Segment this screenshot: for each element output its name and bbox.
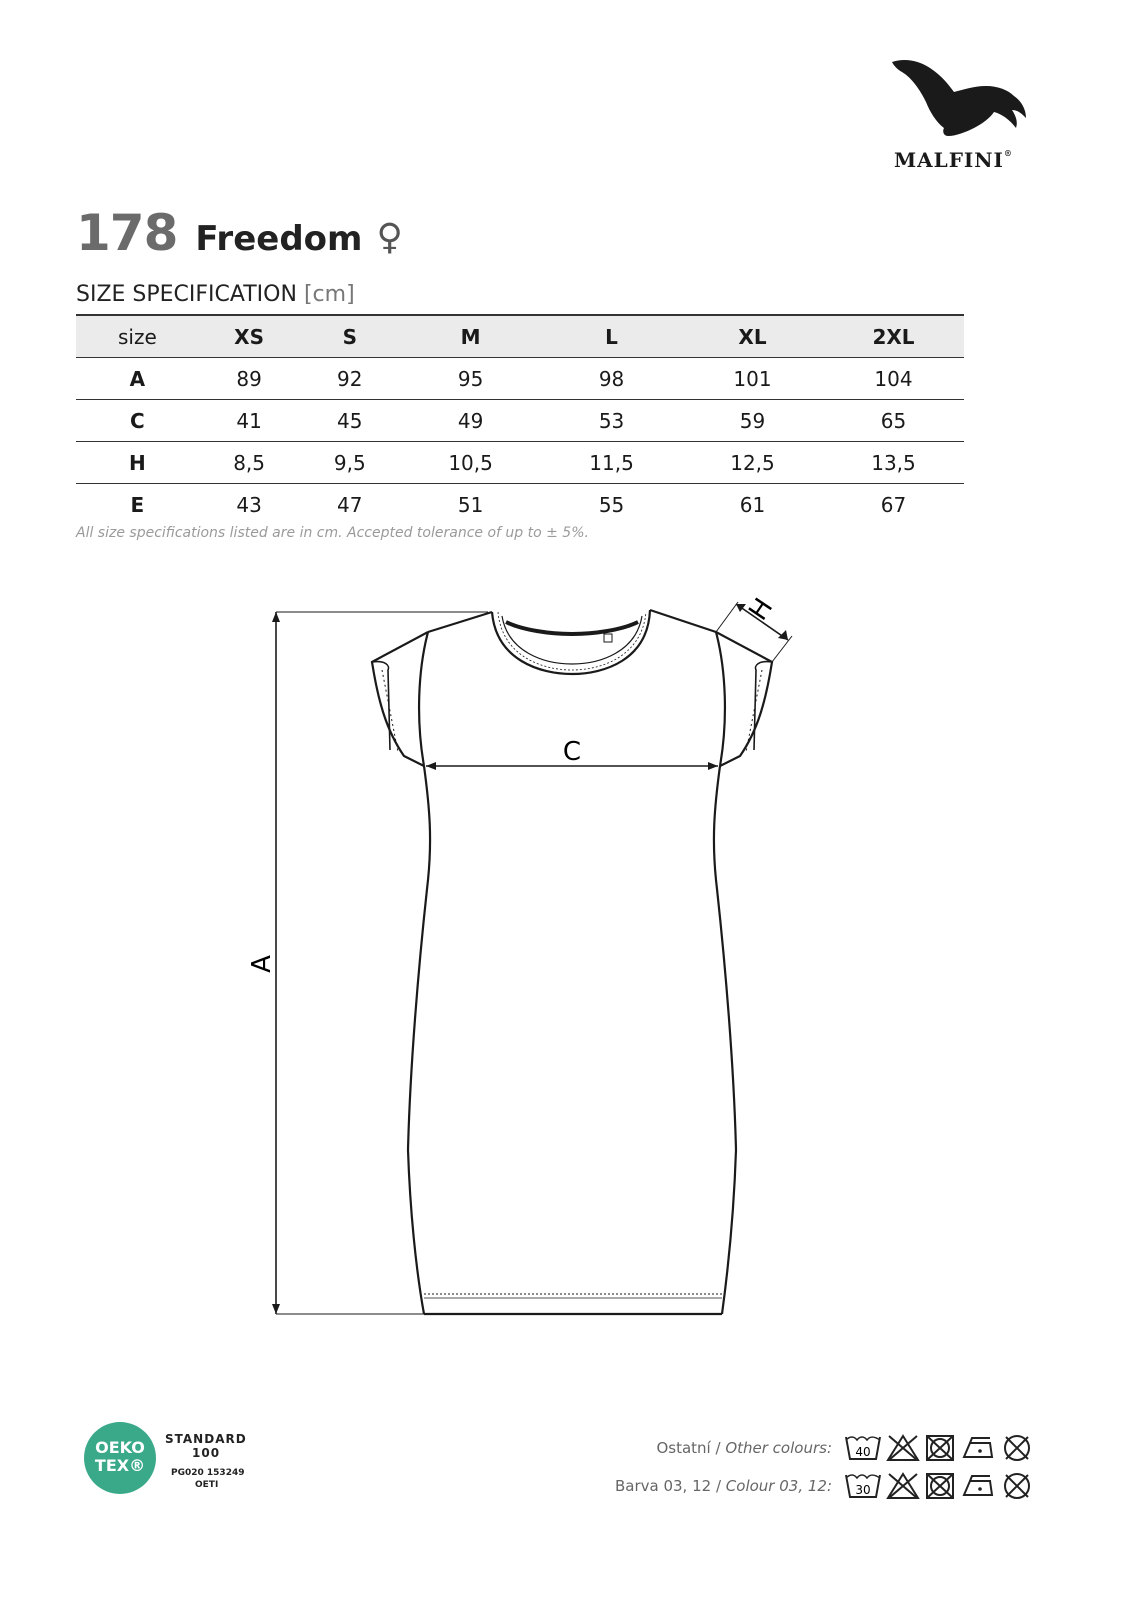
- table-cell: 61: [739, 492, 766, 517]
- wash-40-icon: [844, 1433, 882, 1463]
- column-header: XS: [199, 315, 300, 358]
- row-label: E: [130, 492, 145, 517]
- oeko-institute: OETI: [195, 1480, 219, 1490]
- oeko-standard-number: 100: [192, 1446, 221, 1460]
- table-header-row: [76, 315, 964, 358]
- table-cell: 95: [400, 358, 541, 400]
- row-label: H: [76, 442, 199, 484]
- table-cell: 41: [199, 400, 300, 442]
- table-row: [76, 400, 964, 442]
- no-tumble-dry-icon: [924, 1433, 956, 1463]
- table-row: [76, 442, 964, 484]
- wash-30-icon: [844, 1471, 882, 1501]
- care-label: Ostatní / Other colours:: [656, 1439, 832, 1457]
- product-title: [76, 188, 403, 262]
- table-cell: 11,5: [541, 442, 682, 484]
- no-dry-clean-icon: [1000, 1433, 1034, 1463]
- spec-heading: SIZE SPECIFICATION [cm]: [76, 282, 355, 307]
- product-code: 178: [76, 204, 178, 262]
- table-cell: 98: [541, 358, 682, 400]
- product-name: Freedom: [195, 219, 363, 259]
- table-cell: 43: [236, 492, 262, 517]
- no-tumble-dry-icon: [924, 1471, 956, 1501]
- dimension-label-a: A: [247, 955, 277, 973]
- table-cell: 12,5: [682, 442, 823, 484]
- wash-temp: 40: [855, 1445, 871, 1459]
- column-header: M: [400, 315, 541, 358]
- female-symbol-icon: ♀: [376, 217, 403, 258]
- dimension-label-c: C: [562, 737, 582, 767]
- care-label: Barva 03, 12 / Colour 03, 12:: [614, 1477, 832, 1495]
- table-cell: 89: [199, 358, 300, 400]
- brand-name: MALFINI®: [894, 148, 1013, 172]
- row-label: C: [76, 400, 199, 442]
- care-row-other-colours: [560, 1432, 1038, 1464]
- oeko-tex-logo: [84, 1422, 156, 1494]
- table-cell: 45: [299, 400, 400, 442]
- size-table: [76, 314, 964, 525]
- column-header: size: [76, 315, 199, 358]
- dimension-c: [426, 737, 718, 770]
- column-header: L: [541, 315, 682, 358]
- care-row-colour-03-12: [560, 1470, 1038, 1502]
- column-header: S: [299, 315, 400, 358]
- table-cell: 92: [299, 358, 400, 400]
- oeko-logo-line2: TEX®: [94, 1456, 146, 1475]
- table-cell: 101: [682, 358, 823, 400]
- wash-temp: 30: [855, 1483, 871, 1497]
- eagle-icon: [890, 56, 1040, 146]
- dress-technical-drawing: [240, 590, 840, 1330]
- column-header: XL: [682, 315, 823, 358]
- table-cell: 13,5: [823, 442, 964, 484]
- malfini-logo: [890, 56, 1050, 176]
- dimension-a: [247, 612, 488, 1314]
- care-icons: [844, 1471, 1038, 1501]
- tolerance-note: All size specifications listed are in cm. Accepted tolerance of up to ± 5%.: [76, 525, 589, 541]
- table-cell: 49: [400, 400, 541, 442]
- no-bleach-icon: [886, 1433, 920, 1463]
- table-row: [76, 358, 964, 400]
- iron-low-icon: [960, 1433, 996, 1463]
- column-header: 2XL: [823, 315, 964, 358]
- table-cell: 67: [880, 492, 907, 517]
- table-cell: 10,5: [400, 442, 541, 484]
- oeko-certificate-id: PG020 153249: [171, 1468, 245, 1478]
- row-label: A: [76, 358, 199, 400]
- dress-outline: [370, 606, 774, 1314]
- table-cell: 59: [682, 400, 823, 442]
- table-cell: 55: [598, 492, 625, 517]
- table-row: [76, 484, 964, 526]
- oeko-standard: STANDARD: [165, 1432, 247, 1446]
- no-bleach-icon: [886, 1471, 920, 1501]
- no-dry-clean-icon: [1000, 1471, 1034, 1501]
- iron-low-icon: [960, 1471, 996, 1501]
- table-cell: 47: [337, 492, 363, 517]
- table-cell: 53: [541, 400, 682, 442]
- oeko-logo-line1: OEKO: [95, 1438, 145, 1457]
- table-cell: 51: [457, 492, 484, 517]
- table-cell: 104: [823, 358, 964, 400]
- table-cell: 65: [823, 400, 964, 442]
- table-cell: 9,5: [299, 442, 400, 484]
- dimension-label-h: H: [743, 593, 780, 627]
- table-cell: 8,5: [199, 442, 300, 484]
- care-icons: [844, 1433, 1038, 1463]
